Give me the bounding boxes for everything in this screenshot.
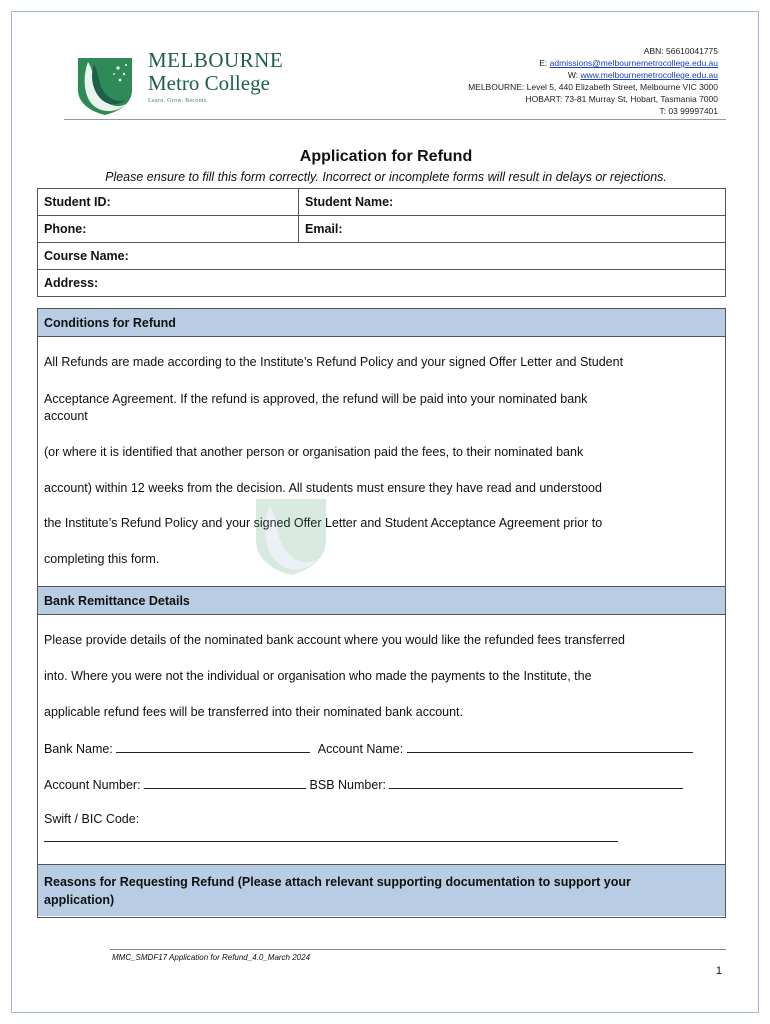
form-notice: Please ensure to fill this form correctly. Incorrect or incomplete forms will result in delays or rejections. bbox=[105, 170, 667, 184]
bsb-number-label: BSB Number: bbox=[309, 778, 386, 792]
student-id-field[interactable]: Student ID: bbox=[38, 189, 299, 216]
account-name-input[interactable] bbox=[407, 740, 693, 753]
address-field[interactable]: Address: bbox=[38, 270, 726, 297]
college-crest-icon bbox=[74, 54, 136, 116]
conditions-line: (or where it is identified that another person or organisation paid the fees, to their nominated bank bbox=[44, 445, 584, 459]
account-number-row bbox=[44, 776, 683, 792]
course-name-field[interactable]: Course Name: bbox=[38, 243, 726, 270]
swift-input[interactable] bbox=[44, 841, 618, 842]
bank-name-row bbox=[44, 740, 693, 756]
page-number: 1 bbox=[715, 965, 722, 977]
document-page bbox=[11, 11, 759, 1013]
reasons-heading-line1: Reasons for Requesting Refund (Please attach relevant supporting documentation to support your bbox=[44, 874, 631, 889]
form-title: Application for Refund bbox=[299, 148, 473, 165]
swift-label: Swift / BIC Code: bbox=[44, 812, 140, 826]
website-link[interactable]: www.melbournemetrocollege.edu.au bbox=[580, 70, 718, 80]
document-reference: MMC_SMDF17 Application for Refund_4.0_March 2024 bbox=[112, 953, 311, 962]
refund-sections bbox=[37, 308, 726, 918]
reasons-heading-line2: application) bbox=[44, 892, 115, 907]
footer-divider bbox=[110, 949, 726, 950]
web-prefix: W: bbox=[567, 70, 581, 80]
email-link[interactable]: admissions@melbournemetrocollege.edu.au bbox=[549, 58, 718, 68]
conditions-line: Acceptance Agreement. If the refund is approved, the refund will be paid into your nominated bank bbox=[44, 392, 588, 406]
reasons-heading bbox=[38, 865, 725, 916]
account-name-label: Account Name: bbox=[317, 742, 404, 756]
bsb-number-input[interactable] bbox=[389, 776, 683, 789]
student-name-field[interactable]: Student Name: bbox=[299, 189, 726, 216]
phone-field[interactable]: Phone: bbox=[38, 216, 299, 243]
account-number-label: Account Number: bbox=[44, 778, 141, 792]
phone-number: T: 03 99997401 bbox=[659, 106, 718, 116]
bank-name-input[interactable] bbox=[116, 740, 310, 753]
hobart-address: HOBART: 73-81 Murray St, Hobart, Tasmania 7000 bbox=[525, 94, 718, 104]
logo-tagline: Learn. Grow. Become. bbox=[148, 98, 209, 104]
bank-heading: Bank Remittance Details bbox=[38, 587, 725, 615]
conditions-line: account bbox=[44, 409, 88, 423]
logo-name-line1: MELBOURNE bbox=[148, 48, 284, 72]
student-details-table bbox=[37, 188, 726, 297]
email-field[interactable]: Email: bbox=[299, 216, 726, 243]
bank-line: into. Where you were not the individual or organisation who made the payments to the Institute, the bbox=[44, 669, 592, 683]
conditions-line: completing this form. bbox=[44, 552, 160, 566]
conditions-heading: Conditions for Refund bbox=[38, 309, 725, 337]
conditions-line: the Institute’s Refund Policy and your signed Offer Letter and Student Acceptance Agreement prior to bbox=[44, 516, 603, 530]
bank-line: applicable refund fees will be transferred into their nominated bank account. bbox=[44, 705, 464, 719]
conditions-line: All Refunds are made according to the Institute’s Refund Policy and your signed Offer Letter and Student bbox=[44, 355, 624, 369]
college-logo bbox=[74, 48, 314, 120]
melbourne-address: MELBOURNE: Level 5, 440 Elizabeth Street, Melbourne VIC 3000 bbox=[468, 82, 718, 92]
bank-line: Please provide details of the nominated bank account where you would like the refunded fees transferred bbox=[44, 633, 625, 647]
abn-text: ABN: 56610041775 bbox=[643, 46, 718, 56]
bank-body bbox=[38, 615, 725, 865]
header-divider bbox=[64, 119, 726, 120]
bank-name-label: Bank Name: bbox=[44, 742, 113, 756]
account-number-input[interactable] bbox=[144, 776, 306, 789]
email-prefix: E: bbox=[539, 58, 550, 68]
conditions-line: account) within 12 weeks from the decision. All students must ensure they have read and understood bbox=[44, 481, 602, 495]
logo-name-line2: Metro College bbox=[148, 71, 270, 95]
conditions-body bbox=[38, 337, 725, 587]
contact-block bbox=[468, 45, 718, 117]
